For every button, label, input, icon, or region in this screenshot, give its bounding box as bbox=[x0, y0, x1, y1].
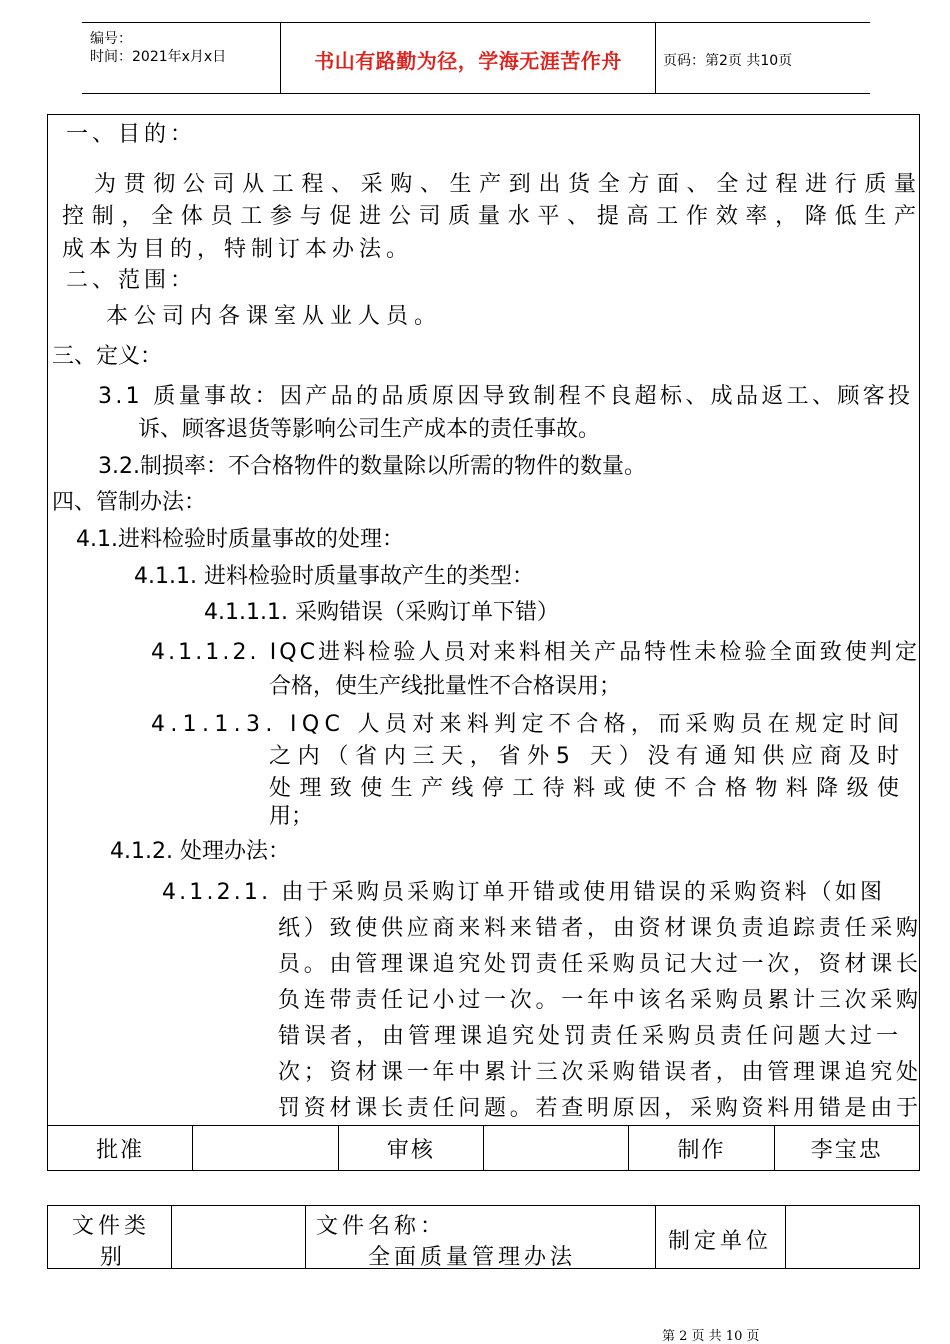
document-body bbox=[47, 114, 924, 1171]
make-label: 制作 bbox=[629, 1126, 774, 1170]
section-line-text: 次；资材课一年中累计三次采购错误者，由管理课追究处 bbox=[278, 1060, 922, 1085]
section-4-1-1-3-line-2 bbox=[269, 739, 906, 770]
doc-name-value: 全面质量管理办法 bbox=[368, 1245, 577, 1270]
document-time: 时间：2021年x月x日 bbox=[90, 49, 227, 65]
unit-label: 制定单位 bbox=[668, 1229, 773, 1254]
signature-row bbox=[47, 1125, 920, 1171]
scope-text: 本公司内各课室从业人员。 bbox=[106, 304, 443, 329]
unit-label-cell bbox=[656, 1206, 786, 1268]
approve-value bbox=[193, 1126, 338, 1170]
purpose-line-text: 成本为目的，特制订本办法。 bbox=[62, 237, 414, 262]
make-value: 李宝忠 bbox=[810, 1137, 883, 1163]
header-page-cell bbox=[655, 23, 870, 93]
purpose-heading: 一、目的： bbox=[66, 122, 197, 147]
purpose-line-1 bbox=[94, 167, 924, 198]
section-4-1-2-1-line-5 bbox=[278, 1019, 902, 1050]
section-line-text: 员。由管理课追究处罚责任采购员记大过一次，资材课长 bbox=[278, 952, 922, 977]
section-4-1-1-2-line-2: 合格，使生产线批量性不合格误用； bbox=[269, 674, 622, 699]
section-4-1-1-1: 4.1.1.1. 采购错误（采购订单下错） bbox=[204, 600, 559, 625]
approve-label: 批准 bbox=[48, 1126, 193, 1170]
definition-3-2: 3.2.制损率：不合格物件的数量除以所需的物件的数量。 bbox=[98, 454, 646, 479]
document-number: 编号： bbox=[90, 31, 132, 47]
review-label: 审核 bbox=[339, 1126, 484, 1170]
doc-type-value-cell bbox=[172, 1206, 306, 1268]
doc-type-label-line-1: 文件类 bbox=[72, 1214, 151, 1239]
doc-name-label: 文件名称： bbox=[316, 1214, 447, 1239]
header-meta-cell bbox=[82, 23, 280, 93]
section-line-text: 错误者，由管理课追究处罚责任采购员责任问题大过一 bbox=[278, 1024, 902, 1049]
definition-heading: 三、定义： bbox=[52, 344, 163, 369]
section-line-text: 4.1.1.2. IQC进料检验人员对来料相关产品特性未检验全面致使判定 bbox=[151, 640, 921, 665]
section-4-1-1: 4.1.1. 进料检验时质量事故产生的类型： bbox=[134, 564, 534, 589]
section-4-1-1-3-line-1 bbox=[151, 707, 905, 738]
footer-page-number: 第 2 页 共 10 页 bbox=[662, 1329, 760, 1344]
section-line-text: 之内（省内三天，省外5 天）没有通知供应商及时 bbox=[269, 744, 906, 769]
definition-line-text: 3.1 质量事故：因产品的品质原因导致制程不良超标、成品返工、顾客投 bbox=[98, 384, 914, 409]
section-line-text: 纸）致使供应商来料来错者，由资材课负责追踪责任采购 bbox=[278, 916, 922, 941]
doc-name-cell bbox=[306, 1206, 656, 1268]
section-4-1-2-1-line-4 bbox=[278, 983, 922, 1014]
definition-3-1-line-2: 诉、顾客退货等影响公司生产成本的责任事故。 bbox=[138, 417, 601, 442]
document-info-table bbox=[47, 1205, 920, 1269]
purpose-line-3 bbox=[62, 232, 413, 263]
section-line-text: 4.1.2.1. 由于采购员采购订单开错或使用错误的采购资料（如图 bbox=[162, 880, 886, 905]
section-4-1-2-1-line-3 bbox=[278, 947, 922, 978]
section-4-1-2: 4.1.2. 处理办法： bbox=[110, 839, 290, 864]
section-4-1-1-3-line-4: 用； bbox=[269, 804, 314, 829]
section-4-1-1-3-line-3 bbox=[269, 771, 908, 802]
doc-type-label-line-2: 别 bbox=[100, 1245, 127, 1270]
section-4-1-2-1-line-2 bbox=[278, 911, 922, 942]
page-header bbox=[82, 22, 870, 94]
doc-type-label-cell bbox=[48, 1206, 172, 1268]
header-page-info: 页码：第2页 共10页 bbox=[663, 53, 793, 69]
section-line-text: 负连带责任记小过一次。一年中该名采购员累计三次采购 bbox=[278, 988, 922, 1013]
section-line-text: 罚资材课长责任问题。若查明原因，采购资料用错是由于 bbox=[278, 1096, 922, 1121]
review-value bbox=[484, 1126, 629, 1170]
purpose-line-text: 为贯彻公司从工程、采购、生产到出货全方面、全过程进行质量 bbox=[94, 172, 924, 197]
purpose-line-text: 控制，全体员工参与促进公司质量水平、提高工作效率，降低生产 bbox=[62, 204, 924, 229]
motto-text: 书山有路勤为径，学海无涯苦作舟 bbox=[314, 49, 622, 73]
unit-value-cell bbox=[786, 1206, 919, 1268]
definition-3-1-line-1 bbox=[98, 379, 914, 410]
purpose-line-2 bbox=[62, 199, 924, 230]
section-4-1-1-2-line-1 bbox=[151, 635, 921, 666]
control-heading: 四、管制办法： bbox=[52, 490, 207, 515]
section-4-1-2-1-line-6 bbox=[278, 1055, 922, 1086]
header-motto-cell bbox=[280, 23, 656, 93]
section-line-text: 处理致使生产线停工待料或使不合格物料降级使 bbox=[269, 776, 908, 801]
section-line-text: 4.1.1.3. IQC 人员对来料判定不合格，而采购员在规定时间 bbox=[151, 712, 905, 737]
section-4-1-2-1-line-7 bbox=[278, 1091, 922, 1122]
section-4-1-2-1-line-1 bbox=[162, 875, 886, 906]
scope-heading: 二、范围： bbox=[66, 268, 197, 293]
section-4-1: 4.1.进料检验时质量事故的处理： bbox=[76, 527, 404, 552]
